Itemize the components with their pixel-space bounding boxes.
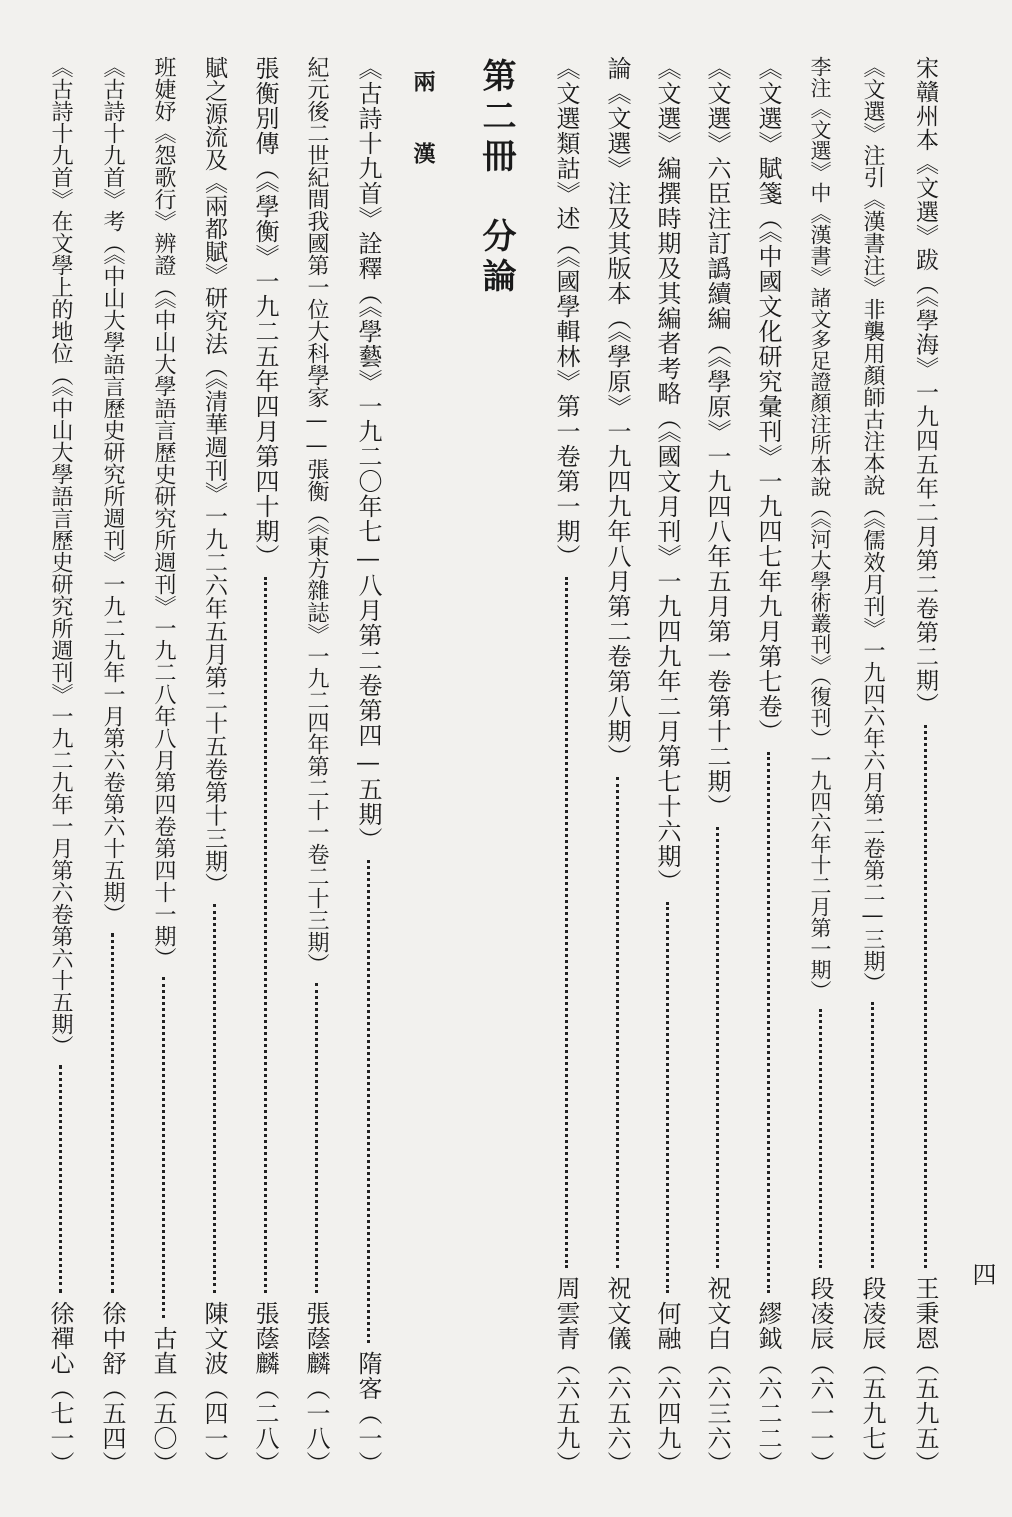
- toc-entry: [296, 56, 336, 1476]
- toc-entry: [697, 56, 737, 1476]
- toc-entry: [748, 56, 788, 1476]
- leader-dots: [924, 725, 927, 1269]
- entry-title: 宋贛州本《文選》跋（《學海》一九四五年二月第二卷第二期）: [912, 56, 938, 717]
- leader-dots: [59, 1065, 62, 1293]
- entry-title: 賦之源流及《兩都賦》研究法（《清華週刊》一九二六年五月第二十五卷第十三期）: [201, 56, 227, 896]
- entry-author: 祝文白（六三六）: [703, 1276, 731, 1476]
- toc-entry: [800, 56, 840, 1476]
- entry-author: 徐禪心（七一）: [46, 1301, 74, 1476]
- toc-entry: [852, 56, 892, 1476]
- entry-author: 周雲青（六五九）: [552, 1276, 580, 1476]
- entry-title: 論《文選》注及其版本（《學原》一九四九年八月第二卷第八期）: [603, 56, 631, 769]
- entry-title: 《古詩十九首》詮釋（《學藝》一九二〇年七—八月第二卷第四—五期）: [354, 56, 382, 852]
- entry-title: 《古詩十九首》考（《中山大學語言歷史研究所週刊》一九二九年一月第六卷第六十五期）: [100, 56, 125, 925]
- entry-author: 何融（六四九）: [653, 1301, 681, 1476]
- leader-dots: [767, 752, 770, 1293]
- leader-dots: [819, 1009, 822, 1268]
- entry-title: 李注《文選》中《漢書》諸文多足證顏注所本說（《河大學術叢刊》（復刊）一九四六年十二月第一期）: [808, 56, 832, 1001]
- leader-dots: [162, 977, 165, 1318]
- toc-entry: [245, 56, 285, 1476]
- leader-dots: [565, 577, 568, 1268]
- entry-title: 班婕妤《怨歌行》辨證（《中山大學語言歷史研究所週刊》一九二八年八月第四卷第四十一期）: [151, 56, 176, 969]
- entry-title: 《文選類詁》述（《國學輯林》第一卷第一期）: [552, 56, 580, 569]
- leader-dots: [111, 933, 114, 1293]
- section-heading: 兩 漢: [410, 70, 435, 178]
- entry-title: 《文選》編撰時期及其編者考略（《國文月刊》一九四九年二月第七十六期）: [653, 56, 681, 894]
- leader-dots: [367, 860, 370, 1343]
- toc-entry: [92, 56, 132, 1476]
- toc-entry: [348, 56, 388, 1476]
- toc-entry: [905, 56, 945, 1476]
- entry-title: 《文選》注引《漢書注》非襲用顏師古注本說（《儒效月刊》一九四六年六月第二卷第二—三期）: [860, 56, 885, 994]
- volume-heading: 第二冊 分論: [476, 58, 516, 298]
- entry-title: 張衡別傳（《學衡》一九二五年四月第四十期）: [251, 56, 279, 569]
- toc-entry: [143, 56, 183, 1476]
- leader-dots: [213, 904, 216, 1294]
- entry-author: 段凌辰（六一一）: [806, 1276, 834, 1476]
- leader-dots: [716, 827, 719, 1268]
- entry-author: 祝文儀（六五六）: [603, 1276, 631, 1476]
- page-number: 四: [968, 1262, 996, 1286]
- entry-author: 段凌辰（五九七）: [858, 1276, 886, 1476]
- entry-author: 王秉恩（五九五）: [911, 1276, 939, 1476]
- toc-entry: [647, 56, 687, 1476]
- entry-author: 繆鉞（六二二）: [754, 1301, 782, 1476]
- entry-author: 張蔭麟（一八）: [302, 1301, 330, 1476]
- entry-title: 紀元後二世紀間我國第一位大科學家——張衡（《東方雜誌》一九二四年第二十一卷二十三期）: [304, 56, 329, 975]
- entry-author: 張蔭麟（二八）: [251, 1301, 279, 1476]
- entry-author: 古直（五〇）: [149, 1326, 177, 1476]
- entry-author: 徐中舒（五四）: [98, 1301, 126, 1476]
- leader-dots: [264, 577, 267, 1293]
- leader-dots: [616, 777, 619, 1268]
- toc-entry: [597, 56, 637, 1476]
- entry-title: 《古詩十九首》在文學上的地位（《中山大學語言歷史研究所週刊》一九二九年一月第六卷第六十五期）: [48, 56, 73, 1057]
- entry-title: 《文選》六臣注訂譌續編（《學原》一九四八年五月第一卷第十二期）: [703, 56, 731, 819]
- leader-dots: [871, 1002, 874, 1268]
- entry-author: 隋客（一）: [354, 1351, 382, 1476]
- leader-dots: [315, 983, 318, 1293]
- toc-entry: [40, 56, 80, 1476]
- entry-author: 陳文波（四一）: [200, 1301, 228, 1476]
- entry-title: 《文選》賦箋（《中國文化研究彙刊》一九四七年九月第七卷）: [754, 56, 782, 744]
- toc-entry: [546, 56, 586, 1476]
- toc-entry: [194, 56, 234, 1476]
- leader-dots: [666, 902, 669, 1293]
